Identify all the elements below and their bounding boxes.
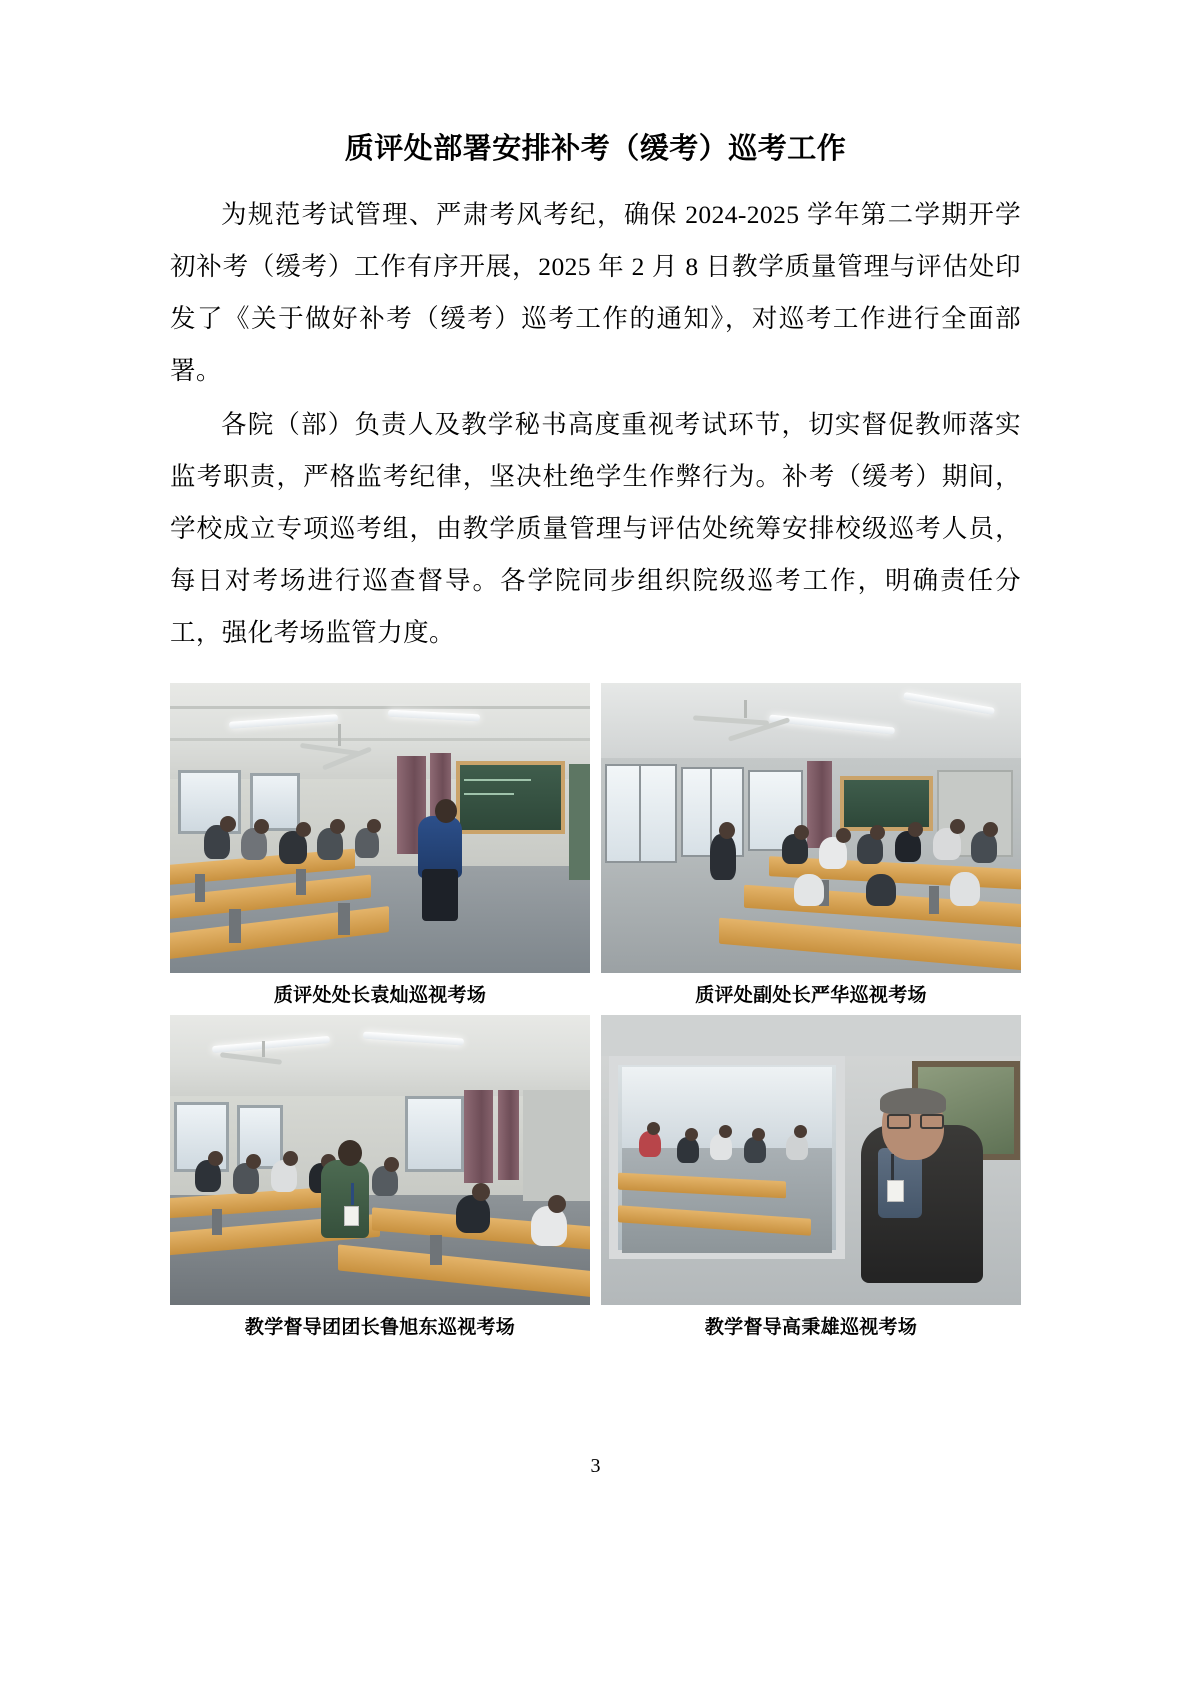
photo-cell-2 — [601, 683, 1021, 1009]
photo-image-3 — [170, 1015, 590, 1305]
page-number: 3 — [590, 1455, 601, 1477]
photo-cell-4 — [601, 1015, 1021, 1341]
photo-grid — [170, 683, 1021, 1341]
photo-image-2 — [601, 683, 1021, 973]
page-title: 质评处部署安排补考（缓考）巡考工作 — [344, 133, 847, 165]
photo-caption-3: 教学督导团团长鲁旭东巡视考场 — [244, 1317, 516, 1338]
page-content — [170, 126, 1021, 1347]
photo-row-2 — [170, 1015, 1021, 1341]
photo-caption-2: 质评处副处长严华巡视考场 — [695, 985, 927, 1006]
photo-caption-1: 质评处处长袁灿巡视考场 — [273, 985, 487, 1006]
photo-cell-1 — [170, 683, 590, 1009]
photo-caption-4: 教学督导高秉雄巡视考场 — [704, 1317, 918, 1338]
photo-image-4 — [601, 1015, 1021, 1305]
photo-row-1 — [170, 683, 1021, 1009]
paragraph-1: 为规范考试管理、严肃考风考纪，确保 2024-2025 学年第二学期开学初补考（缓考）工作有序开展，2025 年 2 月 8 日教学质量管理与评估处印发了《关于做好补考（缓考）巡考工作的通知》，对巡考工作进行全面部署。 — [170, 200, 1021, 385]
photo-cell-3 — [170, 1015, 590, 1341]
paragraph-2: 各院（部）负责人及教学秘书高度重视考试环节，切实督促教师落实监考职责，严格监考纪律，坚决杜绝学生作弊行为。补考（缓考）期间，学校成立专项巡考组，由教学质量管理与评估处统筹安排校级巡考人员，每日对考场进行巡查督导。各学院同步组织院级巡考工作，明确责任分工，强化考场监管力度。 — [170, 410, 1021, 647]
photo-image-1 — [170, 683, 590, 973]
